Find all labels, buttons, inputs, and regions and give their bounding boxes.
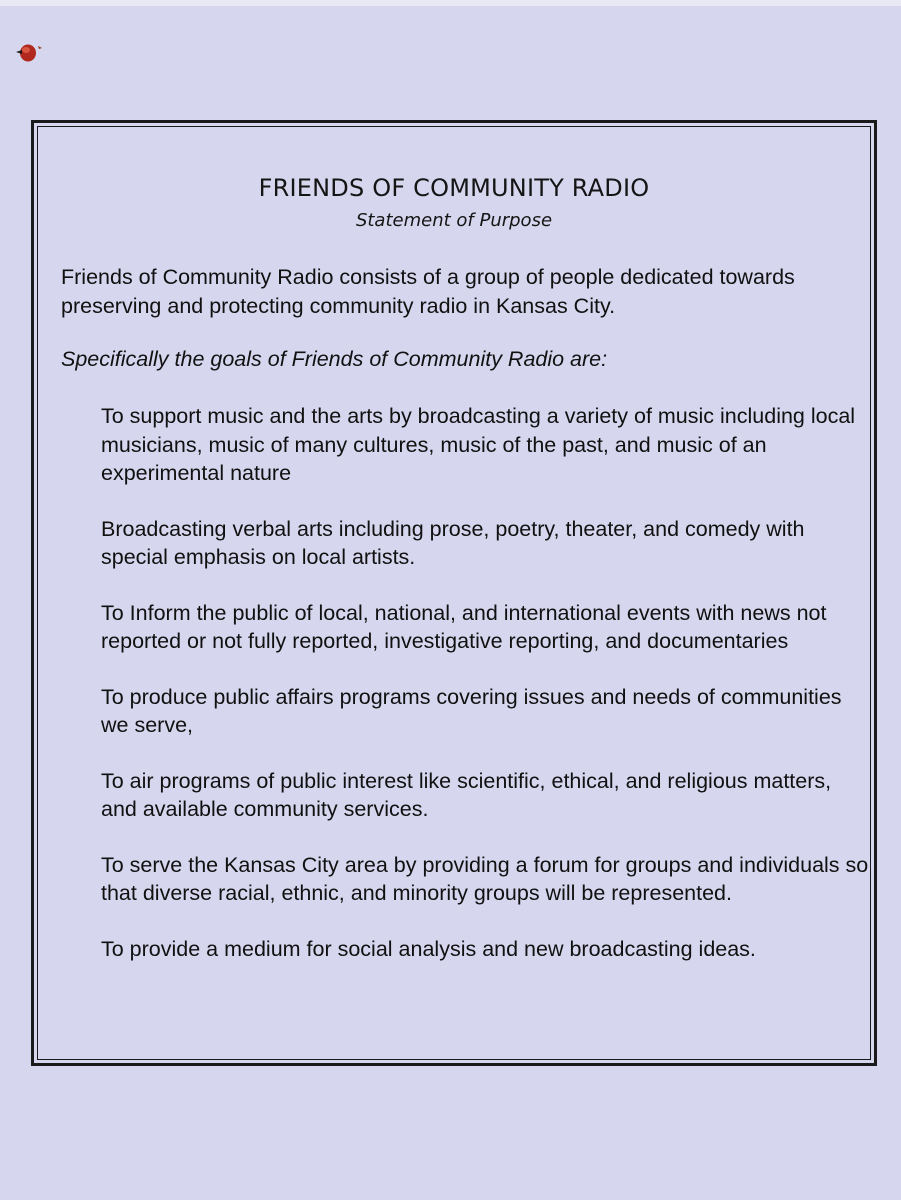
goal-item: To Inform the public of local, national, and international events with news not reported or not fully reported, investigative reporting, and documentaries: [101, 600, 827, 653]
goal-item: To support music and the arts by broadcasting a variety of music including local musicians, music of many cultures, music of the past, and music of an experimental nature: [101, 404, 856, 485]
goal-item: To provide a medium for social analysis and new broadcasting ideas.: [101, 936, 756, 961]
goal-item: To produce public affairs programs covering issues and needs of communities we serve,: [101, 684, 842, 737]
page-top-edge: [0, 0, 901, 6]
document-border: [31, 120, 877, 1066]
goals-list: [101, 402, 871, 990]
goal-item: Broadcasting verbal arts including prose, poetry, theater, and comedy with special emphasis on local artists.: [101, 516, 805, 569]
document-title: FRIENDS OF COMMUNITY RADIO: [258, 174, 650, 202]
intro-paragraph: Friends of Community Radio consists of a group of people dedicated towards preserving and protecting community radio in Kansas City.: [61, 265, 795, 318]
red-ink-mark-icon: [14, 40, 44, 66]
goal-item: To serve the Kansas City area by providing a forum for groups and individuals so that diverse racial, ethnic, and minority groups will be represented.: [101, 852, 869, 905]
goals-heading: Specifically the goals of Friends of Community Radio are:: [61, 347, 608, 371]
goal-item: To air programs of public interest like scientific, ethical, and religious matters, and available community services.: [101, 768, 832, 821]
document-border-inner: [37, 126, 871, 1060]
document-subtitle: Statement of Purpose: [355, 210, 553, 231]
